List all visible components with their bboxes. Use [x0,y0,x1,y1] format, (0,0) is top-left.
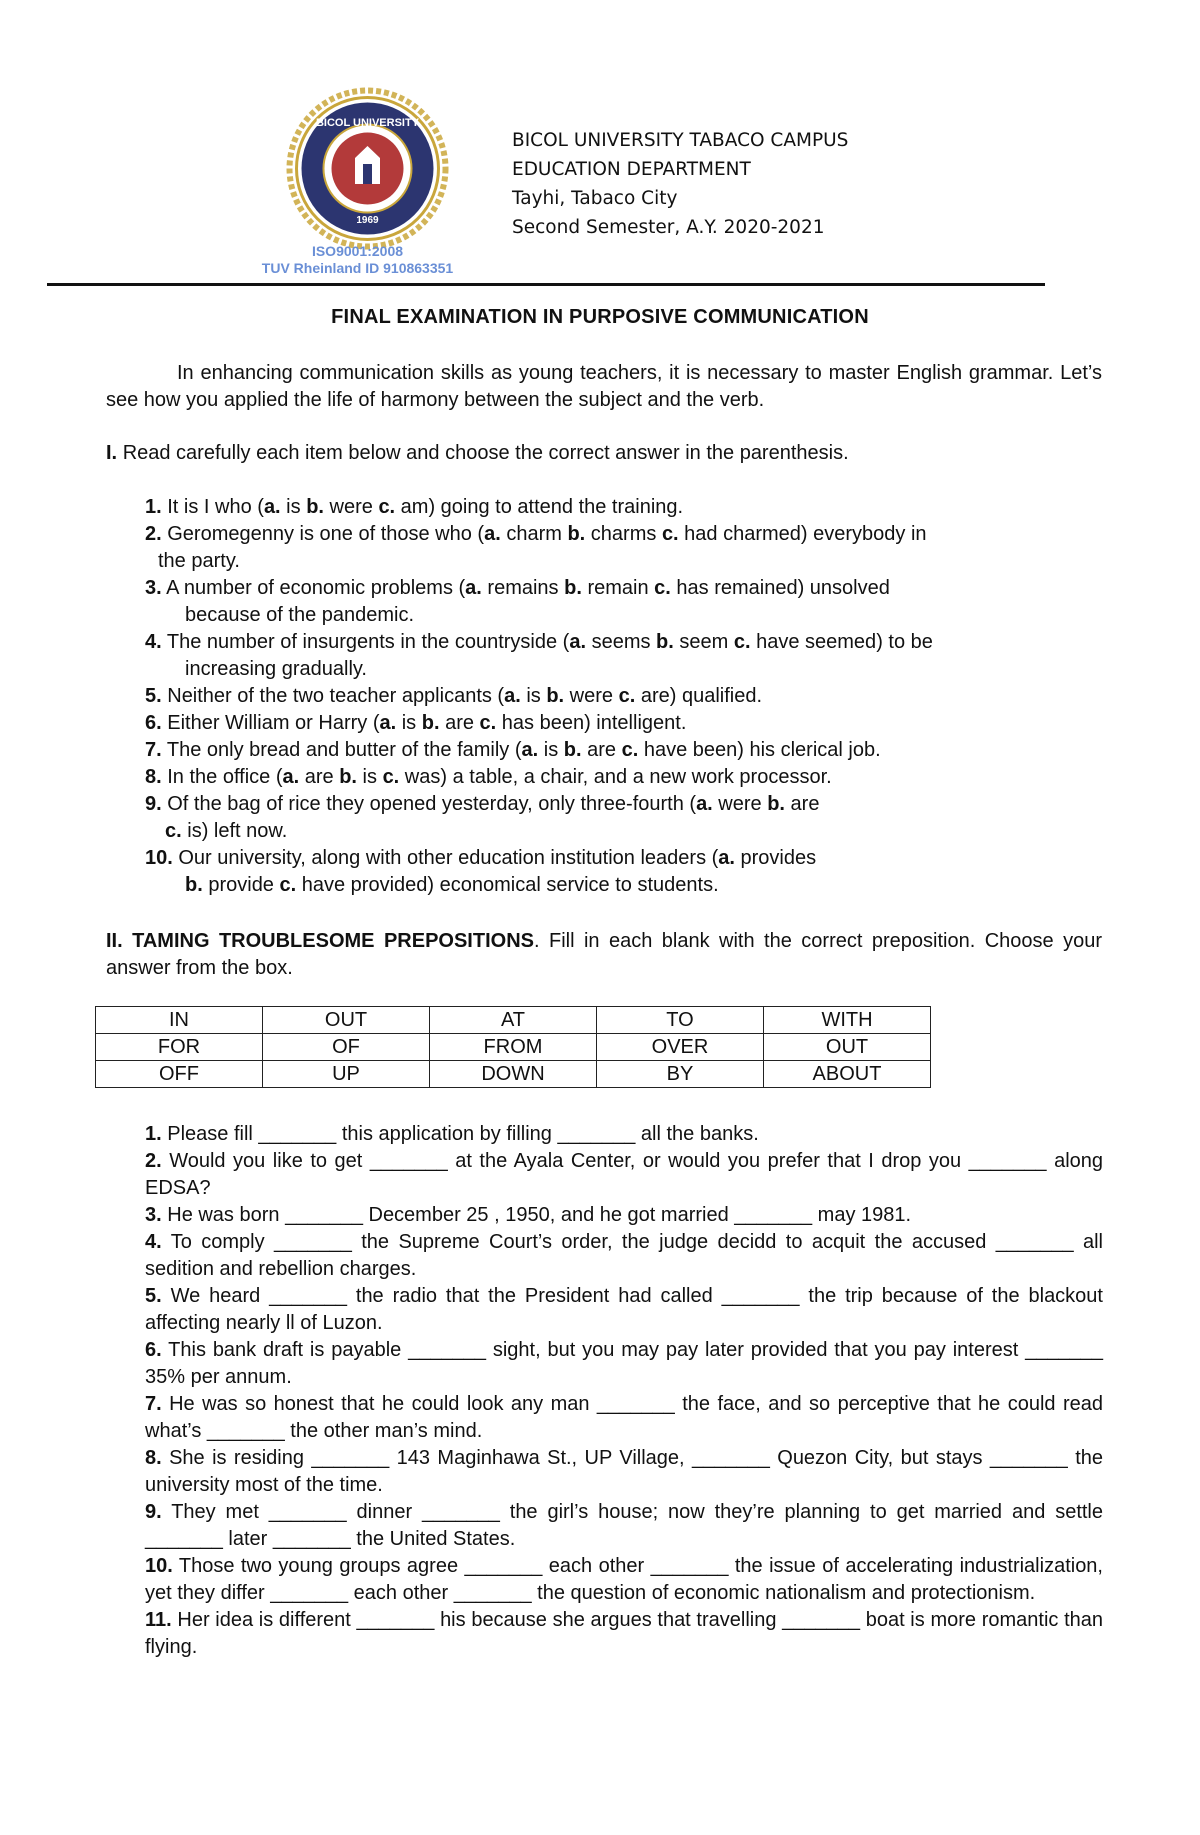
box-cell: AT [430,1007,597,1034]
question-continuation [145,602,1103,629]
question-item [145,764,1103,791]
box-cell: IN [96,1007,263,1034]
question-item [145,629,1103,683]
option-text: am [395,496,429,518]
question-continuation [145,818,1103,845]
question-number: 8. [145,766,162,788]
seal-text: BICOL UNIVERSITY [315,117,420,129]
option-text: have seemed [750,631,877,653]
option-letter: a. [521,739,539,761]
question-text: Of the bag of rice they opened yesterday, only three-fourth ( [161,793,697,815]
option-letter: c. [479,712,497,734]
question-text: She is residing _______ 143 Maginhawa St., UP Village, _______ Quezon City, but stays _______ the university most of the time. [145,1447,1103,1496]
option-text: has remained [670,577,798,599]
question-item [145,1283,1103,1337]
option-text: is [520,685,547,707]
institution-header [512,126,848,242]
iso-line-1: ISO9001:2008 [311,243,404,259]
option-letter: c. [382,766,400,788]
question-number: 10. [145,847,173,869]
question-text: Neither of the two teacher applicants ( [161,685,505,707]
option-text: are [299,766,340,788]
option-text: the party. [158,550,240,572]
question-item [145,1391,1103,1445]
question-number: 4. [145,1231,162,1253]
question-continuation [145,656,1103,683]
option-letter: b. [767,793,785,815]
option-letter: a. [696,793,713,815]
option-letter: b. [656,631,674,653]
question-text: ) his clerical job. [737,739,881,761]
option-letter: c. [733,631,751,653]
question-number: 4. [145,631,162,653]
option-text: were [323,496,379,518]
question-item [145,494,1103,521]
question-item [145,1337,1103,1391]
option-text: charm [500,523,568,545]
box-cell: OVER [597,1034,764,1061]
question-number: 6. [145,712,162,734]
section-2-text: . Fill in each blank with the correct preposition. Choose your answer from the box. [106,930,1102,979]
box-cell: DOWN [430,1061,597,1088]
option-letter: a. [484,523,501,545]
question-text: ) going to attend the training. [428,496,684,518]
option-letter: c. [279,874,297,896]
option-text: was [399,766,441,788]
question-number: 10. [145,1555,173,1577]
option-text: charms [585,523,662,545]
seal-year: 1969 [356,215,379,226]
question-text: Would you like to get _______ at the Ayala Center, or would you prefer that I drop you _______ along EDSA? [145,1150,1103,1199]
option-text: is) left now. [181,820,288,842]
question-number: 9. [145,1501,162,1523]
question-item [145,1445,1103,1499]
option-letter: b. [567,523,586,545]
box-cell: FROM [430,1034,597,1061]
question-text: Our university, along with other education institution leaders ( [172,847,719,869]
question-number: 7. [145,739,162,761]
question-item [145,791,1103,845]
option-letter: a. [379,712,397,734]
option-letter: a. [465,577,482,599]
option-text: are [635,685,670,707]
question-number: 5. [145,1285,162,1307]
option-text: are [785,793,820,815]
question-number: 1. [145,1123,162,1145]
option-text: increasing gradually. [185,658,367,680]
question-text: Those two young groups agree _______ each other _______ the issue of accelerating industrialization, yet they differ _______ each other _______ the question of economic nationalism and protectionism. [145,1555,1103,1604]
question-item [145,1499,1103,1553]
option-letter: a. [718,847,735,869]
question-item [145,1553,1103,1607]
option-letter: c. [618,685,636,707]
option-text: have provided) economical service to students. [296,874,719,896]
option-letter: a. [263,496,281,518]
header-line-department: EDUCATION DEPARTMENT [512,159,751,180]
header-divider [47,283,1045,286]
box-cell: BY [597,1061,764,1088]
question-text: The only bread and butter of the family ( [161,739,522,761]
option-text: seem [673,631,734,653]
option-text: is [280,496,307,518]
question-item [145,1607,1103,1661]
question-text: He was so honest that he could look any man _______ the face, and so perceptive that he could read what’s _______ the other man’s mind. [145,1393,1103,1442]
iso-certification [240,243,475,277]
option-letter: c. [378,496,396,518]
box-cell: ABOUT [764,1061,931,1088]
option-letter: b. [339,766,357,788]
box-cell: FOR [96,1034,263,1061]
question-text: Geromegenny is one of those who ( [161,523,485,545]
option-text: is [357,766,383,788]
header-line-address: Tayhi, Tabaco City [512,188,678,209]
option-letter: b. [306,496,324,518]
question-text: In the office ( [161,766,283,788]
option-text: were [712,793,768,815]
box-row [96,1061,931,1088]
option-text: are [439,712,480,734]
section-1-items [145,494,1103,899]
question-text: A number of economic problems ( [161,577,466,599]
section-1-label: I. [106,442,118,464]
section-1-instruction [106,440,1102,467]
preposition-box [95,1006,931,1088]
box-cell: TO [597,1007,764,1034]
option-text: had charmed [678,523,801,545]
option-letter: b. [546,685,565,707]
question-item [145,521,1103,575]
box-row [96,1034,931,1061]
question-text: ) to be [876,631,933,653]
question-number: 5. [145,685,162,707]
question-number: 2. [145,1150,162,1172]
question-item [145,1148,1103,1202]
option-text: remain [581,577,655,599]
question-text: We heard _______ the radio that the President had called _______ the trip because of the blackout affecting nearly ll of Luzon. [145,1285,1103,1334]
question-item [145,683,1103,710]
question-item [145,575,1103,629]
option-letter: b. [563,739,582,761]
option-letter: c. [654,577,671,599]
question-number: 3. [145,577,162,599]
option-text: is [396,712,422,734]
option-text: provides [734,847,817,869]
question-text: He was born _______ December 25 , 1950, and he got married _______ may 1981. [161,1204,912,1226]
option-letter: b. [185,874,203,896]
question-text: ) everybody in [800,523,927,545]
question-text: ) qualified. [669,685,763,707]
question-number: 9. [145,793,162,815]
question-text: Please fill _______ this application by filling _______ all the banks. [161,1123,759,1145]
question-text: This bank draft is payable _______ sight, but you may pay later provided that you pay interest _______ 35% per annum. [145,1339,1103,1388]
option-letter: c. [621,739,639,761]
question-item [145,710,1103,737]
question-number: 11. [145,1609,172,1631]
question-number: 6. [145,1339,162,1361]
section-1-text: Read carefully each item below and choose the correct answer in the parenthesis. [122,442,849,464]
option-text: seems [586,631,657,653]
question-continuation [145,872,1103,899]
question-item [145,845,1103,899]
option-letter: a. [569,631,587,653]
question-text: They met _______ dinner _______ the girl’s house; now they’re planning to get married and settle _______ later _______ the United States. [145,1501,1103,1550]
question-number: 2. [145,523,162,545]
section-2-items [145,1121,1103,1661]
option-text: is [538,739,564,761]
box-row [96,1007,931,1034]
box-cell: UP [263,1061,430,1088]
header-line-university: BICOL UNIVERSITY TABACO CAMPUS [512,130,849,151]
university-seal-logo [285,86,450,251]
option-text: has been [496,712,585,734]
iso-line-2: TUV Rheinland ID 910863351 [261,260,454,276]
question-continuation [145,548,1103,575]
option-text: were [564,685,619,707]
question-text: ) unsolved [797,577,890,599]
question-number: 3. [145,1204,162,1226]
exam-title: FINAL EXAMINATION IN PURPOSIVE COMMUNICATION [331,306,869,328]
question-item [145,1229,1103,1283]
option-letter: b. [421,712,440,734]
option-text: remains [481,577,565,599]
box-cell: WITH [764,1007,931,1034]
box-cell: OUT [764,1034,931,1061]
header-line-semester: Second Semester, A.Y. 2020-2021 [512,217,825,238]
option-letter: b. [564,577,582,599]
option-letter: a. [504,685,521,707]
question-text: Either William or Harry ( [161,712,380,734]
section-2-label: II. TAMING TROUBLESOME PREPOSITIONS [106,930,534,952]
box-cell: OUT [263,1007,430,1034]
question-text: Her idea is different _______ his because she argues that travelling _______ boat is more romantic than flying. [145,1609,1103,1658]
question-item [145,1202,1103,1229]
option-text: are [581,739,622,761]
question-text: ) intelligent. [584,712,687,734]
option-text: because of the pandemic. [185,604,415,626]
option-letter: a. [282,766,300,788]
section-2-instruction [106,928,1102,982]
question-text: The number of insurgents in the countryside ( [161,631,570,653]
question-item [145,737,1103,764]
option-letter: c. [165,820,182,842]
question-text: It is I who ( [161,496,264,518]
question-number: 8. [145,1447,162,1469]
option-text: provide [202,874,280,896]
box-cell: OFF [96,1061,263,1088]
question-text: ) a table, a chair, and a new work processor. [440,766,832,788]
question-text: To comply _______ the Supreme Court’s order, the judge decidd to acquit the accused _______ all sedition and rebellion charges. [145,1231,1103,1280]
question-item [145,1121,1103,1148]
option-text: have been [638,739,738,761]
intro-paragraph: In enhancing communication skills as young teachers, it is necessary to master English grammar. Let’s see how you applied the life of harmony between the subject and the verb. [106,362,1102,411]
box-cell: OF [263,1034,430,1061]
question-number: 7. [145,1393,162,1415]
question-number: 1. [145,496,162,518]
option-letter: c. [661,523,679,545]
